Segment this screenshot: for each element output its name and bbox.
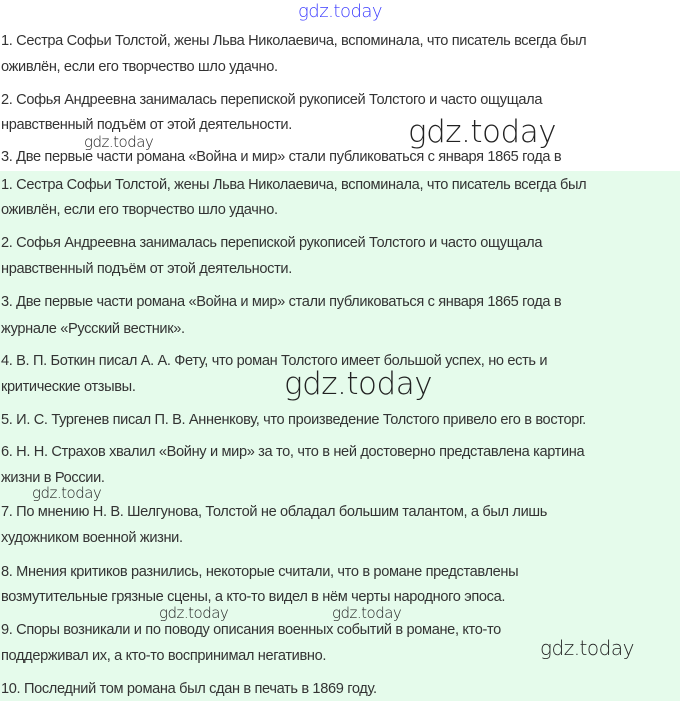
answer-line: 6. Н. Н. Страхов хвалил «Войну и мир» за то, что в ней достоверно представлена картина <box>1 444 585 460</box>
answer-line: художником военной жизни. <box>1 530 183 546</box>
text-line: 3. Две первые части романа «Война и мир» стали публиковаться с января 1865 года в <box>1 149 562 165</box>
answer-line: 4. В. П. Боткин писал А. А. Фету, что роман Толстого имеет большой успех, но есть и <box>1 353 548 369</box>
answer-line: 3. Две первые части романа «Война и мир» стали публиковаться с января 1865 года в <box>1 294 562 310</box>
answer-line: журнале «Русский вестник». <box>1 321 185 337</box>
text-line: 2. Софья Андреевна занималась перепиской рукописей Толстого и часто ощущала <box>1 92 543 108</box>
answer-line: нравственный подъём от этой деятельности. <box>1 261 292 277</box>
answer-line: жизни в России. <box>1 470 105 486</box>
watermark: gdz.today <box>32 484 102 502</box>
answer-line: 10. Последний том романа был сдан в печать в 1869 году. <box>1 681 377 697</box>
watermark: gdz.today <box>159 604 229 622</box>
watermark: gdz.today <box>540 636 634 660</box>
watermark: gdz.today <box>332 604 402 622</box>
text-line: 1. Сестра Софьи Толстой, жены Льва Николаевича, вспоминала, что писатель всегда был <box>1 33 587 49</box>
answer-line: 7. По мнению Н. В. Шелгунова, Толстой не обладал большим талантом, а был лишь <box>1 504 547 520</box>
answer-line: возмутительные грязные сцены, а кто-то видел в нём черты народного эпоса. <box>1 589 506 605</box>
answer-line: поддерживал их, а кто-то воспринимал негативно. <box>1 648 327 664</box>
watermark: gdz.today <box>284 366 433 402</box>
watermark: gdz.today <box>84 133 154 151</box>
answer-line: оживлён, если его творчество шло удачно. <box>1 202 278 218</box>
answer-line: 1. Сестра Софьи Толстой, жены Льва Николаевича, вспоминала, что писатель всегда был <box>1 177 587 193</box>
answer-line: 8. Мнения критиков разнились, некоторые считали, что в романе представлены <box>1 564 519 580</box>
text-line: оживлён, если его творчество шло удачно. <box>1 59 278 75</box>
answer-line: 9. Споры возникали и по поводу описания военных событий в романе, кто-то <box>1 622 501 638</box>
answer-line: критические отзывы. <box>1 379 136 395</box>
text-line: нравственный подъём от этой деятельности. <box>1 117 292 133</box>
watermark: gdz.today <box>298 1 383 22</box>
answer-line: 5. И. С. Тургенев писал П. В. Анненкову, что произведение Толстого привело его в восторг. <box>1 412 586 428</box>
watermark: gdz.today <box>408 114 557 150</box>
answer-line: 2. Софья Андреевна занималась перепиской рукописей Толстого и часто ощущала <box>1 235 543 251</box>
